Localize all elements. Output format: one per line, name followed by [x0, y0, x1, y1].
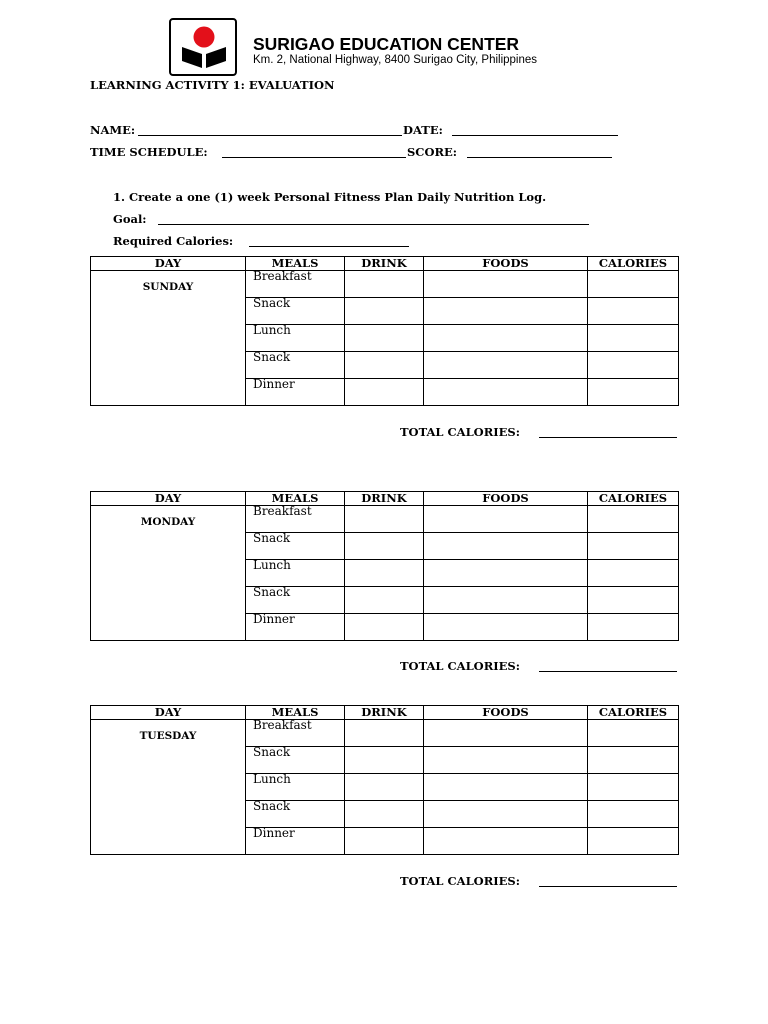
meal-cell: Snack	[246, 533, 345, 560]
nutrition-log-table-monday	[90, 491, 679, 641]
meal-cell: Lunch	[246, 774, 345, 801]
calories-cell[interactable]	[588, 587, 679, 614]
header-drink: DRINK	[345, 706, 424, 720]
drink-cell[interactable]	[345, 828, 424, 855]
day-cell	[91, 720, 246, 855]
calories-cell[interactable]	[588, 506, 679, 533]
foods-cell[interactable]	[424, 379, 588, 406]
total-calories-line-tuesday[interactable]	[539, 886, 677, 887]
foods-cell[interactable]	[424, 298, 588, 325]
day-label-monday: MONDAY	[140, 516, 196, 528]
table-header-row	[91, 257, 679, 271]
total-calories-label-sunday: TOTAL CALORIES:	[400, 425, 520, 439]
header-meals: MEALS	[246, 492, 345, 506]
total-calories-line-monday[interactable]	[539, 671, 677, 672]
foods-cell[interactable]	[424, 271, 588, 298]
foods-cell[interactable]	[424, 325, 588, 352]
school-logo	[169, 18, 237, 76]
table-row	[91, 506, 679, 533]
meal-cell: Snack	[246, 298, 345, 325]
foods-cell[interactable]	[424, 828, 588, 855]
drink-cell[interactable]	[345, 720, 424, 747]
calories-cell[interactable]	[588, 747, 679, 774]
header-day: DAY	[91, 492, 246, 506]
table-row	[91, 720, 679, 747]
meal-cell: Snack	[246, 352, 345, 379]
meal-cell: Snack	[246, 801, 345, 828]
foods-cell[interactable]	[424, 587, 588, 614]
foods-cell[interactable]	[424, 801, 588, 828]
total-calories-label-tuesday: TOTAL CALORIES:	[400, 874, 520, 888]
required-calories-field-line[interactable]	[249, 246, 409, 247]
calories-cell[interactable]	[588, 720, 679, 747]
calories-cell[interactable]	[588, 352, 679, 379]
drink-cell[interactable]	[345, 801, 424, 828]
name-field-line[interactable]	[138, 135, 402, 136]
calories-cell[interactable]	[588, 614, 679, 641]
calories-cell[interactable]	[588, 560, 679, 587]
meal-cell: Breakfast	[246, 506, 345, 533]
foods-cell[interactable]	[424, 747, 588, 774]
school-name: SURIGAO EDUCATION CENTER	[253, 34, 520, 54]
drink-cell[interactable]	[345, 506, 424, 533]
date-label: DATE:	[403, 123, 443, 137]
meal-cell: Lunch	[246, 560, 345, 587]
calories-cell[interactable]	[588, 801, 679, 828]
calories-cell[interactable]	[588, 533, 679, 560]
school-address: Km. 2, National Highway, 8400 Surigao City, Philippines	[253, 54, 538, 66]
time-schedule-field-line[interactable]	[222, 157, 406, 158]
meal-cell: Lunch	[246, 325, 345, 352]
date-field-line[interactable]	[452, 135, 618, 136]
header-drink: DRINK	[345, 492, 424, 506]
goal-field-line[interactable]	[158, 224, 589, 225]
drink-cell[interactable]	[345, 325, 424, 352]
total-calories-label-monday: TOTAL CALORIES:	[400, 659, 520, 673]
drink-cell[interactable]	[345, 379, 424, 406]
foods-cell[interactable]	[424, 506, 588, 533]
day-label-sunday: SUNDAY	[142, 281, 194, 293]
header-day: DAY	[91, 706, 246, 720]
meal-cell: Snack	[246, 747, 345, 774]
drink-cell[interactable]	[345, 587, 424, 614]
calories-cell[interactable]	[588, 325, 679, 352]
calories-cell[interactable]	[588, 271, 679, 298]
table-row	[91, 271, 679, 298]
foods-cell[interactable]	[424, 533, 588, 560]
drink-cell[interactable]	[345, 560, 424, 587]
calories-cell[interactable]	[588, 774, 679, 801]
drink-cell[interactable]	[345, 614, 424, 641]
score-field-line[interactable]	[467, 157, 612, 158]
header-calories: CALORIES	[588, 257, 679, 271]
calories-cell[interactable]	[588, 828, 679, 855]
goal-label: Goal:	[113, 212, 147, 226]
header-calories: CALORIES	[588, 492, 679, 506]
foods-cell[interactable]	[424, 720, 588, 747]
header-calories: CALORIES	[588, 706, 679, 720]
header-day: DAY	[91, 257, 246, 271]
header-drink: DRINK	[345, 257, 424, 271]
drink-cell[interactable]	[345, 774, 424, 801]
header-meals: MEALS	[246, 706, 345, 720]
day-cell	[91, 506, 246, 641]
foods-cell[interactable]	[424, 560, 588, 587]
time-schedule-label: TIME SCHEDULE:	[90, 145, 208, 159]
foods-cell[interactable]	[424, 352, 588, 379]
table-header-row	[91, 492, 679, 506]
meal-cell: Breakfast	[246, 720, 345, 747]
meal-cell: Dinner	[246, 828, 345, 855]
drink-cell[interactable]	[345, 271, 424, 298]
meal-cell: Dinner	[246, 614, 345, 641]
drink-cell[interactable]	[345, 533, 424, 560]
drink-cell[interactable]	[345, 352, 424, 379]
foods-cell[interactable]	[424, 614, 588, 641]
day-cell	[91, 271, 246, 406]
table-header-row	[91, 706, 679, 720]
score-label: SCORE:	[407, 145, 458, 159]
header-foods: FOODS	[424, 257, 588, 271]
header-meals: MEALS	[246, 257, 345, 271]
logo-icon	[171, 20, 235, 74]
header-foods: FOODS	[424, 492, 588, 506]
instruction-text: 1. Create a one (1) week Personal Fitness Plan Daily Nutrition Log.	[113, 190, 547, 204]
name-label: NAME:	[90, 123, 136, 137]
meal-cell: Dinner	[246, 379, 345, 406]
drink-cell[interactable]	[345, 747, 424, 774]
meal-cell: Breakfast	[246, 271, 345, 298]
total-calories-line-sunday[interactable]	[539, 437, 677, 438]
nutrition-log-table-tuesday	[90, 705, 679, 855]
calories-cell[interactable]	[588, 298, 679, 325]
drink-cell[interactable]	[345, 298, 424, 325]
foods-cell[interactable]	[424, 774, 588, 801]
required-calories-label: Required Calories:	[113, 234, 234, 248]
meal-cell: Snack	[246, 587, 345, 614]
activity-title: LEARNING ACTIVITY 1: EVALUATION	[90, 78, 335, 92]
nutrition-log-table-sunday	[90, 256, 679, 406]
calories-cell[interactable]	[588, 379, 679, 406]
header-foods: FOODS	[424, 706, 588, 720]
day-label-tuesday: TUESDAY	[139, 730, 197, 742]
